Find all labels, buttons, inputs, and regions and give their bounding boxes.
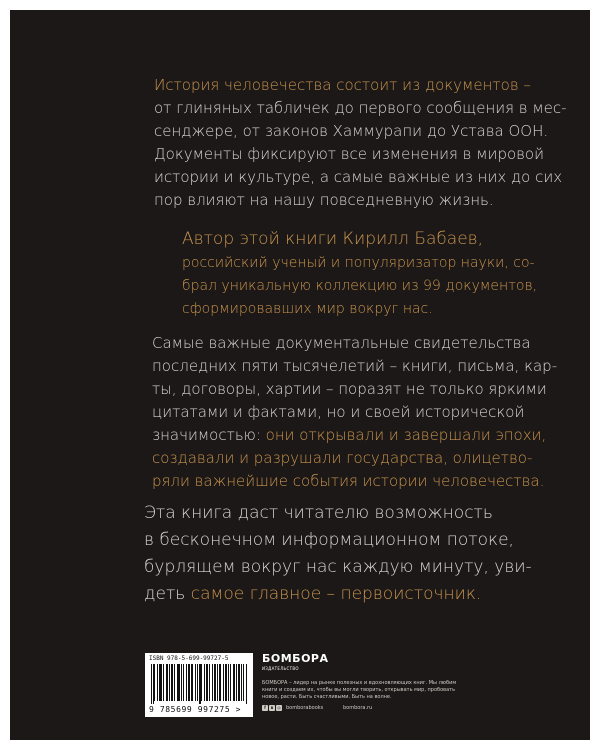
barcode-bar xyxy=(246,664,247,704)
barcode-bar xyxy=(166,664,167,701)
barcode-bar xyxy=(209,664,210,701)
barcode-bar xyxy=(153,664,154,704)
barcode-bar xyxy=(225,664,226,701)
text-segment: Самые важные документальные свидетельства xyxy=(152,334,531,352)
barcode-bar xyxy=(206,664,207,701)
ean-digits: 9 785699 997275 > xyxy=(149,705,242,714)
barcode-bar xyxy=(161,664,162,701)
barcode-bar xyxy=(181,664,182,701)
highlighted-text: создавали и разрушали государства, олицетво- xyxy=(152,449,533,467)
instagram-icon: ◎ xyxy=(277,705,281,710)
text-segment: сенджере, от законов Хаммурапи до Устава ООН. xyxy=(154,122,549,140)
barcode-bar xyxy=(214,664,215,701)
publisher-subtitle: ИЗДАТЕЛЬСТВО xyxy=(262,666,299,671)
documents-paragraph xyxy=(152,332,582,493)
barcode-bar xyxy=(239,664,240,701)
barcode-bar xyxy=(215,664,216,701)
text-segment: бурлящем вокруг нас каждую минуту, уви- xyxy=(144,557,532,577)
barcode-bar xyxy=(200,664,201,704)
barcode-bar xyxy=(154,664,155,701)
barcode-bar xyxy=(172,664,173,701)
barcode-bar xyxy=(186,664,187,701)
barcode-bar xyxy=(151,664,152,704)
publisher-logo xyxy=(262,652,329,671)
text-segment: последних пяти тысячелетий – книги, письма, кар- xyxy=(152,357,558,375)
text-segment: от глиняных табличек до первого сообщения в мес- xyxy=(154,99,567,117)
text-segment: значимостью: xyxy=(152,426,266,444)
vk-icon: в xyxy=(270,705,274,710)
barcode-bar xyxy=(188,664,189,701)
isbn-text: ISBN 978-5-699-99727-5 xyxy=(149,655,229,662)
social-links xyxy=(262,705,323,711)
highlighted-text: они открывали и завершали эпохи, xyxy=(265,426,547,444)
facebook-icon: f xyxy=(262,705,268,711)
text-segment: пор влияют на нашу повседневную жизнь. xyxy=(154,191,494,209)
barcode-bar xyxy=(217,664,218,701)
publisher-description: БОМБОРА – лидер на рынке полезных и вдохновляющих книг. Мы любим книги и создаем их, чтобы вы могли творить, открывать мир, пробовать новое, расти. Быть счастливыми. Быть на волне. xyxy=(262,680,457,700)
barcode-bar xyxy=(241,664,242,701)
barcode-bar xyxy=(207,664,208,701)
barcode-bar xyxy=(204,664,205,701)
text-segment: деть xyxy=(144,584,191,604)
barcode-bar xyxy=(179,664,180,701)
barcode-bar xyxy=(201,664,202,701)
author-line: сформировавших мир вокруг нас. xyxy=(182,301,433,317)
back-cover xyxy=(10,10,590,740)
barcode-bar xyxy=(171,664,172,701)
barcode-bar xyxy=(192,664,193,701)
author-paragraph xyxy=(182,228,582,321)
text-segment: Документы фиксируют все изменения в мировой xyxy=(154,145,544,163)
barcode-bar xyxy=(219,664,220,701)
text-segment: Эта книга даст читателю возможность xyxy=(144,503,493,523)
barcode xyxy=(145,653,253,717)
barcode-bar xyxy=(234,664,235,701)
text-segment: цитатами и фактами, но и своей исторической xyxy=(152,403,525,421)
text-segment: ты, договоры, хартии – поразят не только яркими xyxy=(152,380,547,398)
highlighted-text: История человечества состоит из документов – xyxy=(154,76,531,94)
barcode-bar xyxy=(157,664,158,701)
text-segment: в бесконечном информационном потоке, xyxy=(144,530,514,550)
barcode-bar xyxy=(197,664,198,701)
barcode-bar xyxy=(167,664,168,701)
publisher-name: БОМБОРА xyxy=(262,652,329,665)
barcode-bar xyxy=(226,664,227,701)
barcode-bar xyxy=(189,664,190,701)
text-segment: истории и культуре, а самые важные из них до сих xyxy=(154,168,563,186)
author-line: российский ученый и популяризатор науки, со- xyxy=(182,255,535,271)
author-line: брал уникальную коллекцию из 99 документов, xyxy=(182,278,538,294)
barcode-bar xyxy=(220,664,221,701)
barcode-bar xyxy=(199,664,200,704)
barcode-bar xyxy=(159,664,160,701)
barcode-bar xyxy=(228,664,229,701)
website-link: bombora.ru xyxy=(343,705,373,711)
barcode-bar xyxy=(177,664,178,701)
barcode-bar xyxy=(174,664,175,701)
barcode-bar xyxy=(169,664,170,701)
barcode-bar xyxy=(191,664,192,701)
highlighted-text: самое главное – первоисточник. xyxy=(190,584,482,604)
intro-paragraph xyxy=(154,74,574,212)
barcode-bar xyxy=(238,664,239,701)
barcode-bar xyxy=(163,664,164,701)
barcode-bar xyxy=(243,664,244,701)
barcode-bar xyxy=(195,664,196,701)
barcode-bar xyxy=(236,664,237,701)
closing-paragraph xyxy=(144,500,584,608)
highlighted-text: ряли важнейшие события истории человечества. xyxy=(152,472,545,490)
barcode-bar xyxy=(178,664,179,701)
barcode-bar xyxy=(160,664,161,701)
barcode-bar xyxy=(183,664,184,701)
barcode-bar xyxy=(212,664,213,701)
author-lead: Автор этой книги Кирилл Бабаев, xyxy=(182,229,484,249)
social-handle: bomborabooks xyxy=(286,705,324,711)
barcode-bar xyxy=(230,664,231,701)
barcode-bar xyxy=(223,664,224,701)
barcode-bars xyxy=(151,664,247,704)
barcode-bar xyxy=(233,664,234,701)
